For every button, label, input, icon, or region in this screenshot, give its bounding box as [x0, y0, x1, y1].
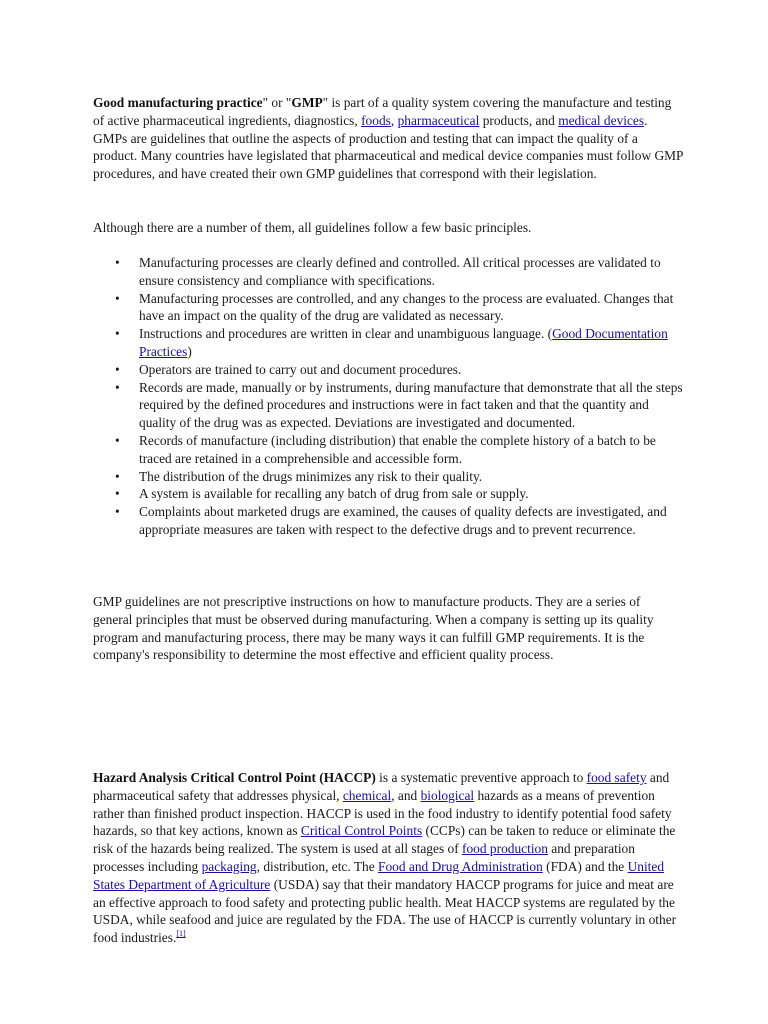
text-run: hazards as a means of prevention rather than finished product inspection. HACCP is used in the food industry to identify potential food safety hazards, so that key actions, known as — [93, 787, 672, 839]
text-run: " or " — [262, 95, 292, 110]
text-run: products, and — [479, 112, 559, 128]
link-usda[interactable]: United States Department of Agriculture — [93, 858, 665, 892]
list-item-text: Complaints about marketed drugs are examined, the causes of quality defects are investigated, and appropriate measures are taken with respect to the defective drugs and to prevent recurrence. — [139, 504, 667, 537]
text-run: (USDA) say that their mandatory HACCP programs for juice and meat are an effective approach to food safety and protecting public health. Meat HACCP systems are regulated by the USDA, while seafood and juice are regulated by the FDA. The use of HACCP is currently voluntary in other food industries. — [93, 876, 677, 946]
link-biological[interactable]: biological — [420, 787, 475, 803]
list-item-text: Records of manufacture (including distribution) that enable the complete history of a batch to be traced are retained in a comprehensible and accessible form. — [139, 432, 656, 466]
bullet-icon: • — [115, 486, 120, 502]
link-good-documentation-practices[interactable]: Good Documentation Practices — [139, 326, 668, 359]
list-item-text: Manufacturing processes are controlled, and any changes to the process are evaluated. Changes that have an impact on the quality of the drug are validated as necessary. — [139, 290, 674, 324]
bullet-icon: • — [115, 432, 120, 448]
link-chemical[interactable]: chemical — [342, 787, 392, 803]
list-item-text: A system is available for recalling any batch of drug from sale or supply. — [139, 486, 529, 502]
link-food-production[interactable]: food production — [462, 841, 548, 857]
list-item — [93, 325, 683, 361]
text-run: , and — [391, 787, 421, 803]
reference-link[interactable]: [1] — [176, 929, 186, 939]
text-run: is a systematic preventive approach to — [375, 770, 587, 785]
list-item-text: The distribution of the drugs minimizes any risk to their quality. — [139, 468, 483, 484]
list-item — [93, 254, 683, 290]
gmp-closing-paragraph: GMP guidelines are not prescriptive instructions on how to manufacture products. They are a series of general principles that must be observed during manufacturing. When a company is setting up its quality program and manufacturing process, there may be many ways it can fulfill GMP requirements. It is the company's responsibility to determine the most effective and efficient quality process. — [93, 594, 654, 663]
list-item — [93, 290, 683, 326]
link-pharmaceutical[interactable]: pharmaceutical — [397, 112, 480, 128]
bullet-icon: • — [115, 468, 120, 484]
bullet-icon: • — [115, 504, 120, 520]
gmp-term: Good manufacturing practice — [93, 95, 263, 110]
text-run: (FDA) and the — [542, 858, 628, 874]
link-packaging[interactable]: packaging — [201, 858, 257, 874]
list-item-text: ) — [187, 343, 192, 359]
text-run: (CCPs) can be taken to reduce or eliminate the risk of the hazards being realized. The system is used at all stages of — [93, 823, 676, 857]
list-item — [93, 503, 683, 539]
text-run: and preparation processes including — [93, 841, 635, 874]
text-run: , — [390, 112, 398, 128]
principles-intro: Although there are a number of them, all guidelines follow a few basic principles. — [93, 220, 532, 235]
list-item — [93, 361, 683, 379]
bullet-icon: • — [115, 326, 120, 342]
bullet-icon: • — [115, 379, 120, 395]
list-item — [93, 379, 683, 432]
bullet-icon: • — [115, 361, 120, 377]
link-foods[interactable]: foods — [361, 112, 391, 128]
principles-list — [93, 254, 683, 539]
link-critical-control-points[interactable]: Critical Control Points — [300, 823, 423, 839]
link-medical-devices[interactable]: medical devices — [558, 112, 645, 128]
list-item-text: Operators are trained to carry out and document procedures. — [139, 361, 462, 377]
haccp-paragraph — [93, 769, 683, 947]
text-run: " is part of a quality system covering the manufacture and testing of active pharmaceutical ingredients, diagnostics, — [93, 95, 672, 128]
list-item-text: Instructions and procedures are written in clear and unambiguous language. ( — [139, 326, 553, 342]
link-food-safety[interactable]: food safety — [586, 770, 647, 785]
link-fda[interactable]: Food and Drug Administration — [378, 858, 543, 874]
text-run: . GMPs are guidelines that outline the aspects of production and testing that can impact the quality of a product. Many countries have legislated that pharmaceutical and medical device companies must follow GMP procedures, and have created their own GMP guidelines that correspond with their legislation. — [93, 112, 683, 182]
text-run: , distribution, etc. The — [256, 858, 378, 874]
list-item-text: Records are made, manually or by instruments, during manufacture that demonstrate that all the steps required by the defined procedures and instructions were in fact taken and that the quantity and quality of the drug was as expected. Deviations are investigated and documented. — [139, 379, 683, 431]
list-item — [93, 485, 683, 503]
text-run: and pharmaceutical safety that addresses physical, — [93, 770, 670, 803]
haccp-term: Hazard Analysis Critical Control Point (HACCP) — [93, 770, 376, 785]
gmp-intro-paragraph — [93, 94, 683, 183]
list-item-text: Manufacturing processes are clearly defined and controlled. All critical processes are validated to ensure consistency and compliance with specifications. — [139, 255, 661, 288]
bullet-icon: • — [115, 255, 120, 270]
gmp-abbreviation: GMP — [291, 95, 323, 110]
list-item — [93, 432, 683, 468]
list-item — [93, 468, 683, 486]
bullet-icon: • — [115, 290, 120, 306]
